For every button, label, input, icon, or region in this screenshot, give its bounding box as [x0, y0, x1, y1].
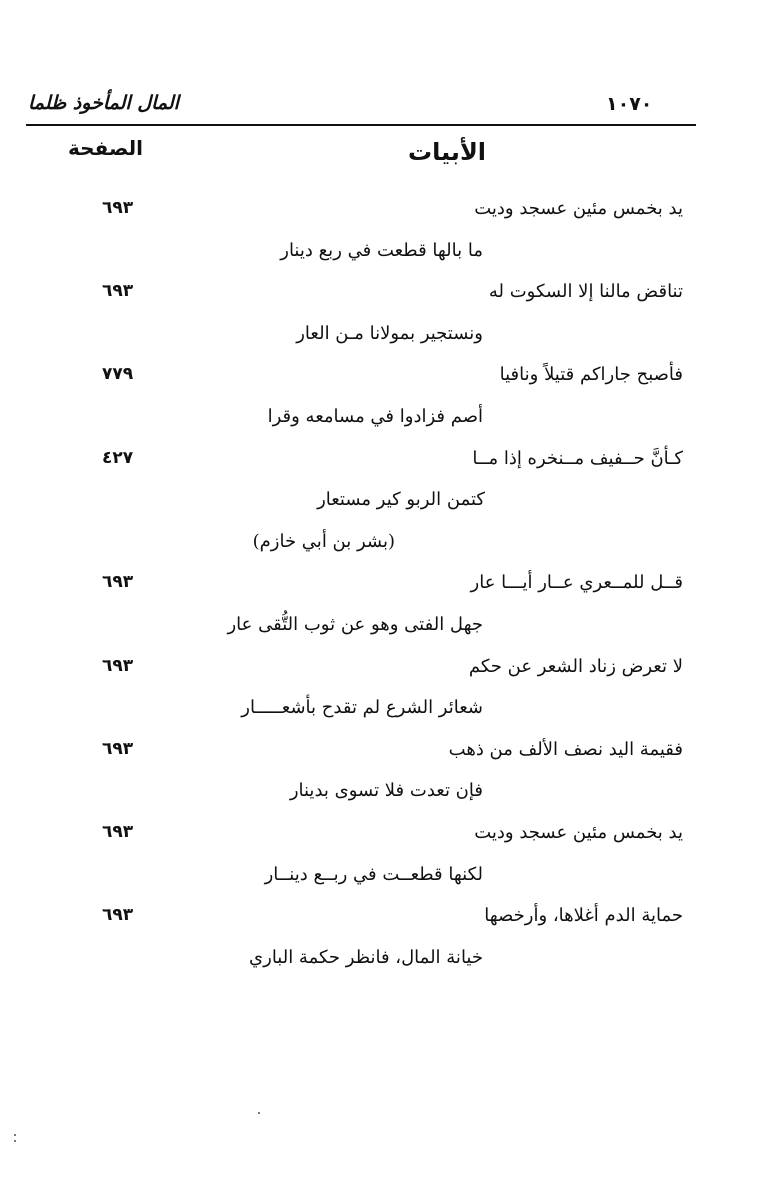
- verse-page-number: ٦٩٣: [102, 281, 134, 302]
- verse-text: لكنها قطعــت في ربــع دينــار: [264, 863, 483, 885]
- verse-index-list: [0, 194, 765, 984]
- verse-row: [0, 194, 765, 236]
- column-heading-verses: الأبيات: [408, 138, 487, 166]
- verse-text: يد بخمس مئين عسجد وديت: [474, 821, 683, 843]
- verse-row: [0, 860, 765, 902]
- verse-page-number: ٤٢٧: [102, 447, 134, 468]
- verse-text: شعائر الشرع لم تقدح بأشعـــــار: [241, 697, 483, 719]
- verse-row: [0, 776, 765, 818]
- poet-attribution-row: [0, 527, 765, 569]
- verse-page-number: ٦٩٣: [102, 821, 134, 842]
- verse-page-number: ٦٩٣: [102, 905, 134, 926]
- verse-text: كتمن الربو كير مستعار: [317, 489, 485, 511]
- running-title: المال المأخوذ ظلما: [28, 92, 179, 114]
- verse-row: [0, 360, 765, 402]
- verse-row: [0, 236, 765, 278]
- header-rule: [26, 124, 696, 126]
- verse-text: قــل للمــعري عــار أيـــا عار: [470, 572, 683, 594]
- verse-row: [0, 610, 765, 652]
- verse-row: [0, 485, 765, 527]
- verse-row: [0, 319, 765, 361]
- page-number: ١٠٧٠: [606, 93, 653, 115]
- verse-text: تناقض مالنا إلا السكوت له: [488, 281, 683, 303]
- scan-speck: [14, 1140, 16, 1142]
- verse-row: [0, 277, 765, 319]
- verse-row: [0, 943, 765, 985]
- verse-text: ما بالها قطعت في ربع دينار: [280, 239, 483, 261]
- verse-text: فأصبح جاراكم قتيلاً ونافيا: [499, 364, 683, 386]
- poet-attribution: (بشر بن أبي خازم): [252, 530, 395, 552]
- verse-page-number: ٦٩٣: [102, 572, 134, 593]
- verse-page-number: ٦٩٣: [102, 655, 134, 676]
- verse-page-number: ٦٩٣: [102, 198, 134, 218]
- scan-speck: [14, 1134, 16, 1136]
- verse-text: خيانة المال، فانظر حكمة الباري: [249, 946, 483, 968]
- verse-text: فإن تعدت فلا تسوى بدينار: [289, 780, 483, 802]
- verse-text: جهل الفتى وهو عن ثوب التُّقى عار: [227, 613, 483, 635]
- verse-row: [0, 568, 765, 610]
- verse-text: يد بخمس مئين عسجد وديت: [474, 198, 683, 219]
- verse-text: لا تعرض زناد الشعر عن حكم: [468, 655, 683, 677]
- verse-text: حماية الدم أغلاها، وأرخصها: [484, 905, 683, 927]
- verse-page-number: ٦٩٣: [102, 738, 134, 759]
- verse-text: ونستجير بمولانا مـن العار: [296, 322, 483, 344]
- verse-text: أصم فزادوا في مسامعه وقرا: [267, 405, 483, 427]
- column-heading-page: الصفحة: [68, 136, 144, 160]
- verse-row: [0, 402, 765, 444]
- verse-page-number: ٧٧٩: [102, 364, 134, 385]
- verse-row: [0, 652, 765, 694]
- verse-row: [0, 901, 765, 943]
- scan-speck: [258, 1112, 260, 1114]
- verse-row: [0, 693, 765, 735]
- verse-row: [0, 735, 765, 777]
- verse-text: كـأنَّ حــفيف مــنخره إذا مــا: [472, 447, 683, 469]
- verse-row: [0, 818, 765, 860]
- verse-row: [0, 444, 765, 486]
- verse-text: فقيمة اليد نصف الألف من ذهب: [448, 738, 683, 760]
